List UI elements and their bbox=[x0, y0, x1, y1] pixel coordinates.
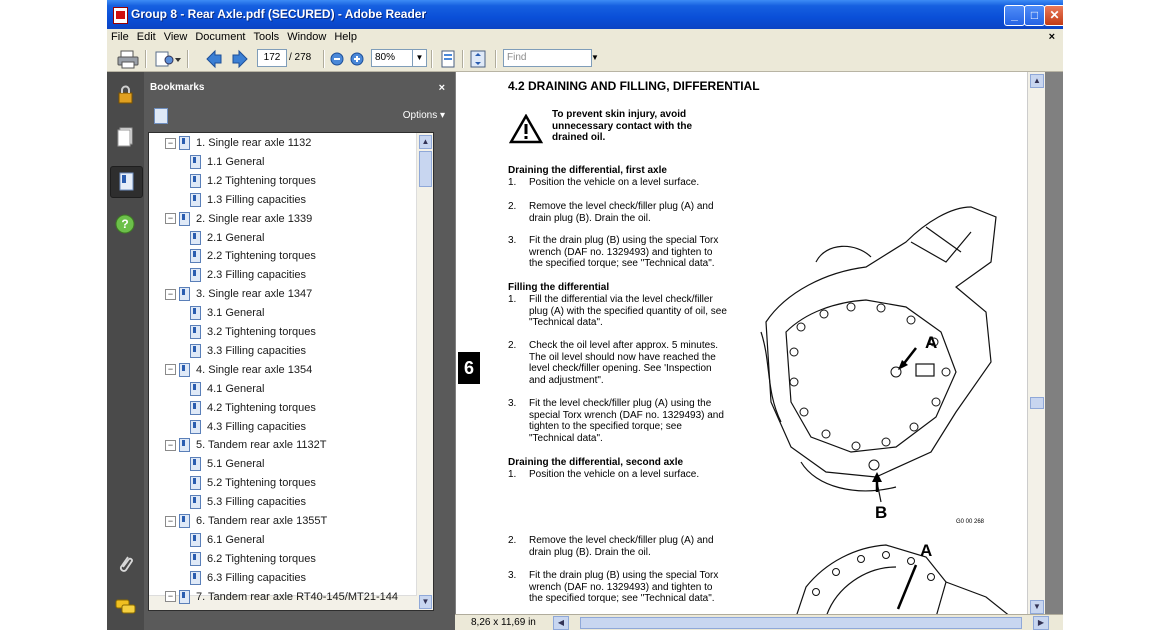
step-number: 1. bbox=[508, 469, 517, 480]
close-button[interactable]: ✕ bbox=[1044, 5, 1063, 26]
bookmark-label: 5. Tandem rear axle 1132T bbox=[196, 439, 327, 452]
find-options-chevron-down-icon[interactable]: ▼ bbox=[591, 53, 599, 62]
zoom-level-input[interactable]: 80% bbox=[371, 49, 414, 67]
bookmarks-close-button[interactable]: × bbox=[438, 82, 445, 94]
bookmark-label: 3.3 Filling capacities bbox=[207, 344, 307, 357]
step-number: 2. bbox=[508, 201, 517, 212]
bookmark-icon bbox=[190, 533, 201, 547]
step-text: Check the oil level after approx. 5 minutes. bbox=[529, 340, 718, 351]
warning-line: drained oil. bbox=[552, 132, 606, 143]
figure-code: G0 00 268 bbox=[956, 519, 985, 525]
find-input[interactable]: Find bbox=[503, 49, 592, 67]
bookmark-label: 4. Single rear axle 1354 bbox=[196, 363, 313, 376]
bookmark-child-item[interactable] bbox=[190, 382, 264, 401]
bookmark-label: 6.3 Filling capacities bbox=[207, 571, 307, 584]
title-bar bbox=[107, 0, 1063, 29]
section-title: Draining the differential, second axle bbox=[508, 457, 684, 468]
status-bar bbox=[455, 614, 1063, 630]
bookmark-icon bbox=[190, 420, 201, 434]
step-text: drain plug (B). Drain the oil. bbox=[529, 212, 651, 224]
bookmark-label: 4.1 General bbox=[207, 382, 265, 395]
bookmark-icon bbox=[190, 457, 201, 471]
bookmark-icon bbox=[179, 590, 190, 604]
section-title: Draining the differential, first axle bbox=[508, 165, 667, 176]
bookmark-child-item[interactable] bbox=[190, 457, 264, 476]
bookmark-label: 3. Single rear axle 1347 bbox=[196, 288, 313, 301]
bookmark-icon bbox=[190, 401, 201, 415]
help-icon[interactable] bbox=[113, 212, 138, 237]
bookmark-parent-item[interactable] bbox=[165, 514, 327, 533]
document-close-button[interactable]: × bbox=[1048, 31, 1055, 43]
step-number: 2. bbox=[508, 340, 517, 351]
maximize-button[interactable]: □ bbox=[1024, 5, 1045, 26]
toolbar-separator bbox=[462, 50, 464, 68]
bookmark-child-item[interactable] bbox=[190, 193, 306, 212]
zoom-in-icon[interactable] bbox=[349, 49, 365, 69]
bookmark-child-item[interactable] bbox=[190, 476, 316, 495]
step-text: Position the vehicle on a level surface. bbox=[529, 177, 700, 188]
bookmark-child-item[interactable] bbox=[190, 231, 264, 250]
new-bookmark-icon[interactable] bbox=[154, 108, 168, 124]
step-number: 1. bbox=[508, 177, 517, 188]
scroll-left-icon[interactable]: ◀ bbox=[553, 616, 569, 630]
bookmarks-vertical-scrollbar[interactable] bbox=[416, 133, 433, 610]
bookmark-child-item[interactable] bbox=[190, 571, 306, 590]
bookmark-icon bbox=[190, 155, 201, 169]
bookmark-label: 6. Tandem rear axle 1355T bbox=[196, 515, 328, 527]
collapse-toggle-icon[interactable]: − bbox=[165, 364, 176, 375]
chapter-tab: 6 bbox=[458, 352, 480, 384]
bookmark-icon bbox=[190, 249, 201, 263]
step-text: Remove the level check/filler plug (A) and bbox=[529, 201, 714, 212]
bookmark-label: 5.1 General bbox=[207, 458, 265, 471]
step-text: Fit the level check/filler plug (A) using the bbox=[529, 398, 712, 409]
bookmark-label: 4.3 Filling capacities bbox=[207, 420, 307, 433]
print-icon[interactable] bbox=[117, 49, 139, 69]
bookmark-icon bbox=[179, 287, 190, 301]
step-number: 2. bbox=[508, 535, 517, 546]
warning-triangle-icon bbox=[509, 114, 543, 144]
scroll-up-icon[interactable]: ▲ bbox=[419, 135, 432, 149]
step-text: the specified torque; see "Technical data". bbox=[529, 593, 715, 604]
toolbar bbox=[107, 47, 1063, 72]
full-screen-icon[interactable] bbox=[469, 49, 487, 69]
bookmark-label: 5.3 Filling capacities bbox=[207, 496, 307, 509]
collapse-toggle-icon[interactable]: − bbox=[165, 138, 176, 149]
doc-scrollbar-thumb[interactable] bbox=[1030, 397, 1044, 409]
bookmark-icon bbox=[190, 476, 201, 490]
bookmark-parent-item[interactable] bbox=[165, 590, 398, 609]
menu-help[interactable]: Help bbox=[334, 31, 357, 43]
toolbar-separator bbox=[187, 50, 189, 68]
bookmarks-panel bbox=[144, 72, 455, 630]
bookmark-parent-item[interactable] bbox=[165, 363, 312, 382]
bookmark-label: 2. Single rear axle 1339 bbox=[196, 212, 313, 225]
page-number-input[interactable]: 172 bbox=[257, 49, 287, 67]
bookmark-label: 6.1 General bbox=[207, 533, 265, 546]
menu-window[interactable]: Window bbox=[287, 31, 327, 43]
attachments-paperclip-icon[interactable] bbox=[113, 552, 138, 577]
bookmark-child-item[interactable] bbox=[190, 495, 306, 514]
bookmark-label: 5.2 Tightening torques bbox=[207, 477, 316, 490]
step-text: Fit the drain plug (B) using the special Torx bbox=[529, 235, 719, 246]
section-title: Filling the differential bbox=[508, 282, 610, 293]
page-size-label: 8,26 x 11,69 in bbox=[471, 617, 536, 628]
warning-text bbox=[552, 109, 692, 144]
adobe-reader-icon bbox=[113, 7, 128, 24]
bookmark-icon bbox=[190, 495, 201, 509]
bookmarks-options-button[interactable]: Options ▾ bbox=[402, 110, 445, 121]
bookmark-label: 6.2 Tightening torques bbox=[207, 552, 316, 565]
bookmark-label: 2.2 Tightening torques bbox=[207, 250, 316, 263]
figure-label-a: A bbox=[925, 333, 938, 352]
bookmark-icon bbox=[190, 571, 201, 585]
bookmark-child-item[interactable] bbox=[190, 325, 316, 344]
toolbar-separator bbox=[431, 50, 433, 68]
bookmark-label: 2.1 General bbox=[207, 231, 265, 244]
menu-view[interactable]: View bbox=[163, 31, 188, 43]
warning-line: unnecessary contact with the bbox=[552, 120, 693, 132]
menu-tools[interactable]: Tools bbox=[253, 31, 280, 43]
step-text: special Torx wrench (DAF no. 1329493) and bbox=[529, 409, 724, 421]
figure-label-b: B bbox=[875, 503, 888, 522]
document-vertical-scrollbar[interactable] bbox=[1027, 72, 1045, 615]
step-text: Fill the differential via the level check/filler bbox=[529, 294, 713, 305]
bookmark-label: 3.2 Tightening torques bbox=[207, 326, 316, 338]
step-text: and adjustment". bbox=[529, 374, 604, 386]
bookmark-icon bbox=[190, 268, 201, 282]
menu-document[interactable]: Document bbox=[195, 31, 246, 43]
bookmark-parent-item[interactable] bbox=[165, 136, 311, 155]
bookmark-child-item[interactable] bbox=[190, 268, 306, 287]
step-text: wrench (DAF no. 1329493) and tighten to bbox=[529, 581, 713, 593]
bookmark-child-item[interactable] bbox=[190, 420, 306, 439]
bookmarks-tab-button[interactable] bbox=[110, 166, 143, 198]
fit-page-icon[interactable] bbox=[439, 49, 457, 69]
collaborate-icon[interactable] bbox=[153, 49, 181, 69]
section-heading: 4.2 DRAINING AND FILLING, DIFFERENTIAL bbox=[508, 79, 760, 93]
warning-line: To prevent skin injury, avoid bbox=[552, 109, 687, 120]
menu-file[interactable]: File bbox=[111, 31, 129, 43]
adobe-reader-window bbox=[107, 0, 1063, 630]
bookmark-parent-item[interactable] bbox=[165, 438, 326, 457]
step-text: plug (A) with the specified quantity of oil, see bbox=[529, 305, 727, 317]
bookmark-label: 2.3 Filling capacities bbox=[207, 269, 307, 282]
next-page-icon[interactable] bbox=[231, 49, 249, 69]
bookmark-label: 1.1 General bbox=[207, 155, 265, 168]
collapse-toggle-icon[interactable]: − bbox=[165, 440, 176, 451]
menu-edit[interactable]: Edit bbox=[136, 31, 156, 43]
bookmark-icon bbox=[179, 514, 190, 528]
bookmark-icon bbox=[179, 438, 190, 452]
bookmark-icon bbox=[179, 363, 190, 377]
pages-icon[interactable] bbox=[113, 124, 138, 149]
bookmark-child-item[interactable] bbox=[190, 552, 316, 571]
bookmark-child-item[interactable] bbox=[190, 306, 264, 325]
scroll-down-icon[interactable]: ▼ bbox=[419, 595, 432, 609]
step-text: tighten to the specified torque; see bbox=[529, 421, 682, 432]
bookmark-icon bbox=[190, 306, 201, 320]
bookmark-icon bbox=[190, 325, 201, 339]
document-view bbox=[455, 72, 1063, 630]
step-text: "Technical data". bbox=[529, 432, 603, 444]
step-number: 3. bbox=[508, 235, 517, 246]
security-lock-icon[interactable] bbox=[113, 82, 138, 107]
step-number: 3. bbox=[508, 398, 517, 409]
bookmarks-title: Bookmarks bbox=[150, 82, 205, 93]
bookmark-child-item[interactable] bbox=[190, 155, 264, 174]
doc-scroll-down-icon[interactable]: ▼ bbox=[1030, 600, 1044, 614]
bookmark-icon bbox=[190, 344, 201, 358]
step-text: Remove the level check/filler plug (A) and bbox=[529, 535, 714, 546]
horizontal-scrollbar-thumb[interactable] bbox=[580, 617, 1022, 629]
differential-figure-1 bbox=[756, 202, 1006, 527]
bookmark-label: 7. Tandem rear axle RT40-145/MT21-144 bbox=[196, 590, 398, 603]
minimize-button[interactable]: _ bbox=[1004, 5, 1025, 26]
bookmark-label: 4.2 Tightening torques bbox=[207, 401, 316, 414]
zoom-out-icon[interactable] bbox=[329, 49, 345, 69]
scroll-right-icon[interactable]: ▶ bbox=[1033, 616, 1049, 630]
bookmark-label: 3.1 General bbox=[207, 307, 265, 320]
window-title: Group 8 - Rear Axle.pdf (SECURED) - Adobe Reader bbox=[131, 7, 427, 21]
toolbar-separator bbox=[495, 50, 497, 68]
bookmarks-scrollbar-thumb[interactable] bbox=[419, 151, 432, 187]
bookmark-icon bbox=[190, 174, 201, 188]
navigation-pane-strip bbox=[107, 72, 144, 630]
step-text: level check/filler opening. See 'Inspection bbox=[529, 363, 712, 374]
zoom-dropdown-chevron-down-icon[interactable]: ▼ bbox=[412, 49, 427, 67]
collapse-toggle-icon[interactable]: − bbox=[165, 516, 176, 527]
bookmark-child-item[interactable] bbox=[190, 174, 316, 193]
bookmark-icon bbox=[190, 382, 201, 396]
comments-icon[interactable] bbox=[113, 594, 138, 619]
bookmark-child-item[interactable] bbox=[190, 249, 316, 268]
bookmark-icon bbox=[190, 552, 201, 566]
bookmark-label: 1.2 Tightening torques bbox=[207, 174, 316, 187]
step-text: Position the vehicle on a level surface. bbox=[529, 469, 700, 480]
bookmark-label: 1. Single rear axle 1132 bbox=[196, 137, 312, 149]
previous-page-icon[interactable] bbox=[205, 49, 223, 69]
bookmark-icon bbox=[190, 231, 201, 245]
step-text: "Technical data". bbox=[529, 317, 603, 328]
collapse-toggle-icon[interactable]: − bbox=[165, 213, 176, 224]
doc-scroll-up-icon[interactable]: ▲ bbox=[1030, 74, 1044, 88]
bookmark-icon bbox=[190, 193, 201, 207]
bookmark-label: 1.3 Filling capacities bbox=[207, 193, 307, 206]
bookmark-icon bbox=[111, 167, 142, 197]
page-total: / 278 bbox=[289, 52, 312, 63]
bookmark-child-item[interactable] bbox=[190, 344, 306, 363]
differential-figure-2 bbox=[786, 537, 1016, 615]
collapse-toggle-icon[interactable]: − bbox=[165, 591, 176, 602]
step-text: wrench (DAF no. 1329493) and tighten to bbox=[529, 246, 713, 258]
bookmark-parent-item[interactable] bbox=[165, 212, 312, 231]
step-number: 3. bbox=[508, 570, 517, 581]
bookmark-child-item[interactable] bbox=[190, 401, 316, 420]
figure-2-label-a: A bbox=[920, 541, 933, 560]
bookmark-parent-item[interactable] bbox=[165, 287, 312, 306]
bookmark-icon bbox=[179, 212, 190, 226]
menu-bar bbox=[107, 29, 1063, 48]
toolbar-separator bbox=[145, 50, 147, 68]
step-text: Fit the drain plug (B) using the special Torx bbox=[529, 570, 719, 581]
step-text: The oil level should now have reached the bbox=[529, 351, 716, 363]
step-text: drain plug (B). Drain the oil. bbox=[529, 546, 651, 558]
bookmark-child-item[interactable] bbox=[190, 533, 264, 552]
step-text: the specified torque; see "Technical data". bbox=[529, 258, 715, 269]
bookmark-icon bbox=[179, 136, 190, 150]
svg-text:?: ? bbox=[121, 217, 129, 231]
toolbar-separator bbox=[323, 50, 325, 68]
pdf-page bbox=[456, 72, 1045, 615]
collapse-toggle-icon[interactable]: − bbox=[165, 289, 176, 300]
bookmarks-tree bbox=[148, 132, 434, 611]
step-number: 1. bbox=[508, 294, 517, 305]
